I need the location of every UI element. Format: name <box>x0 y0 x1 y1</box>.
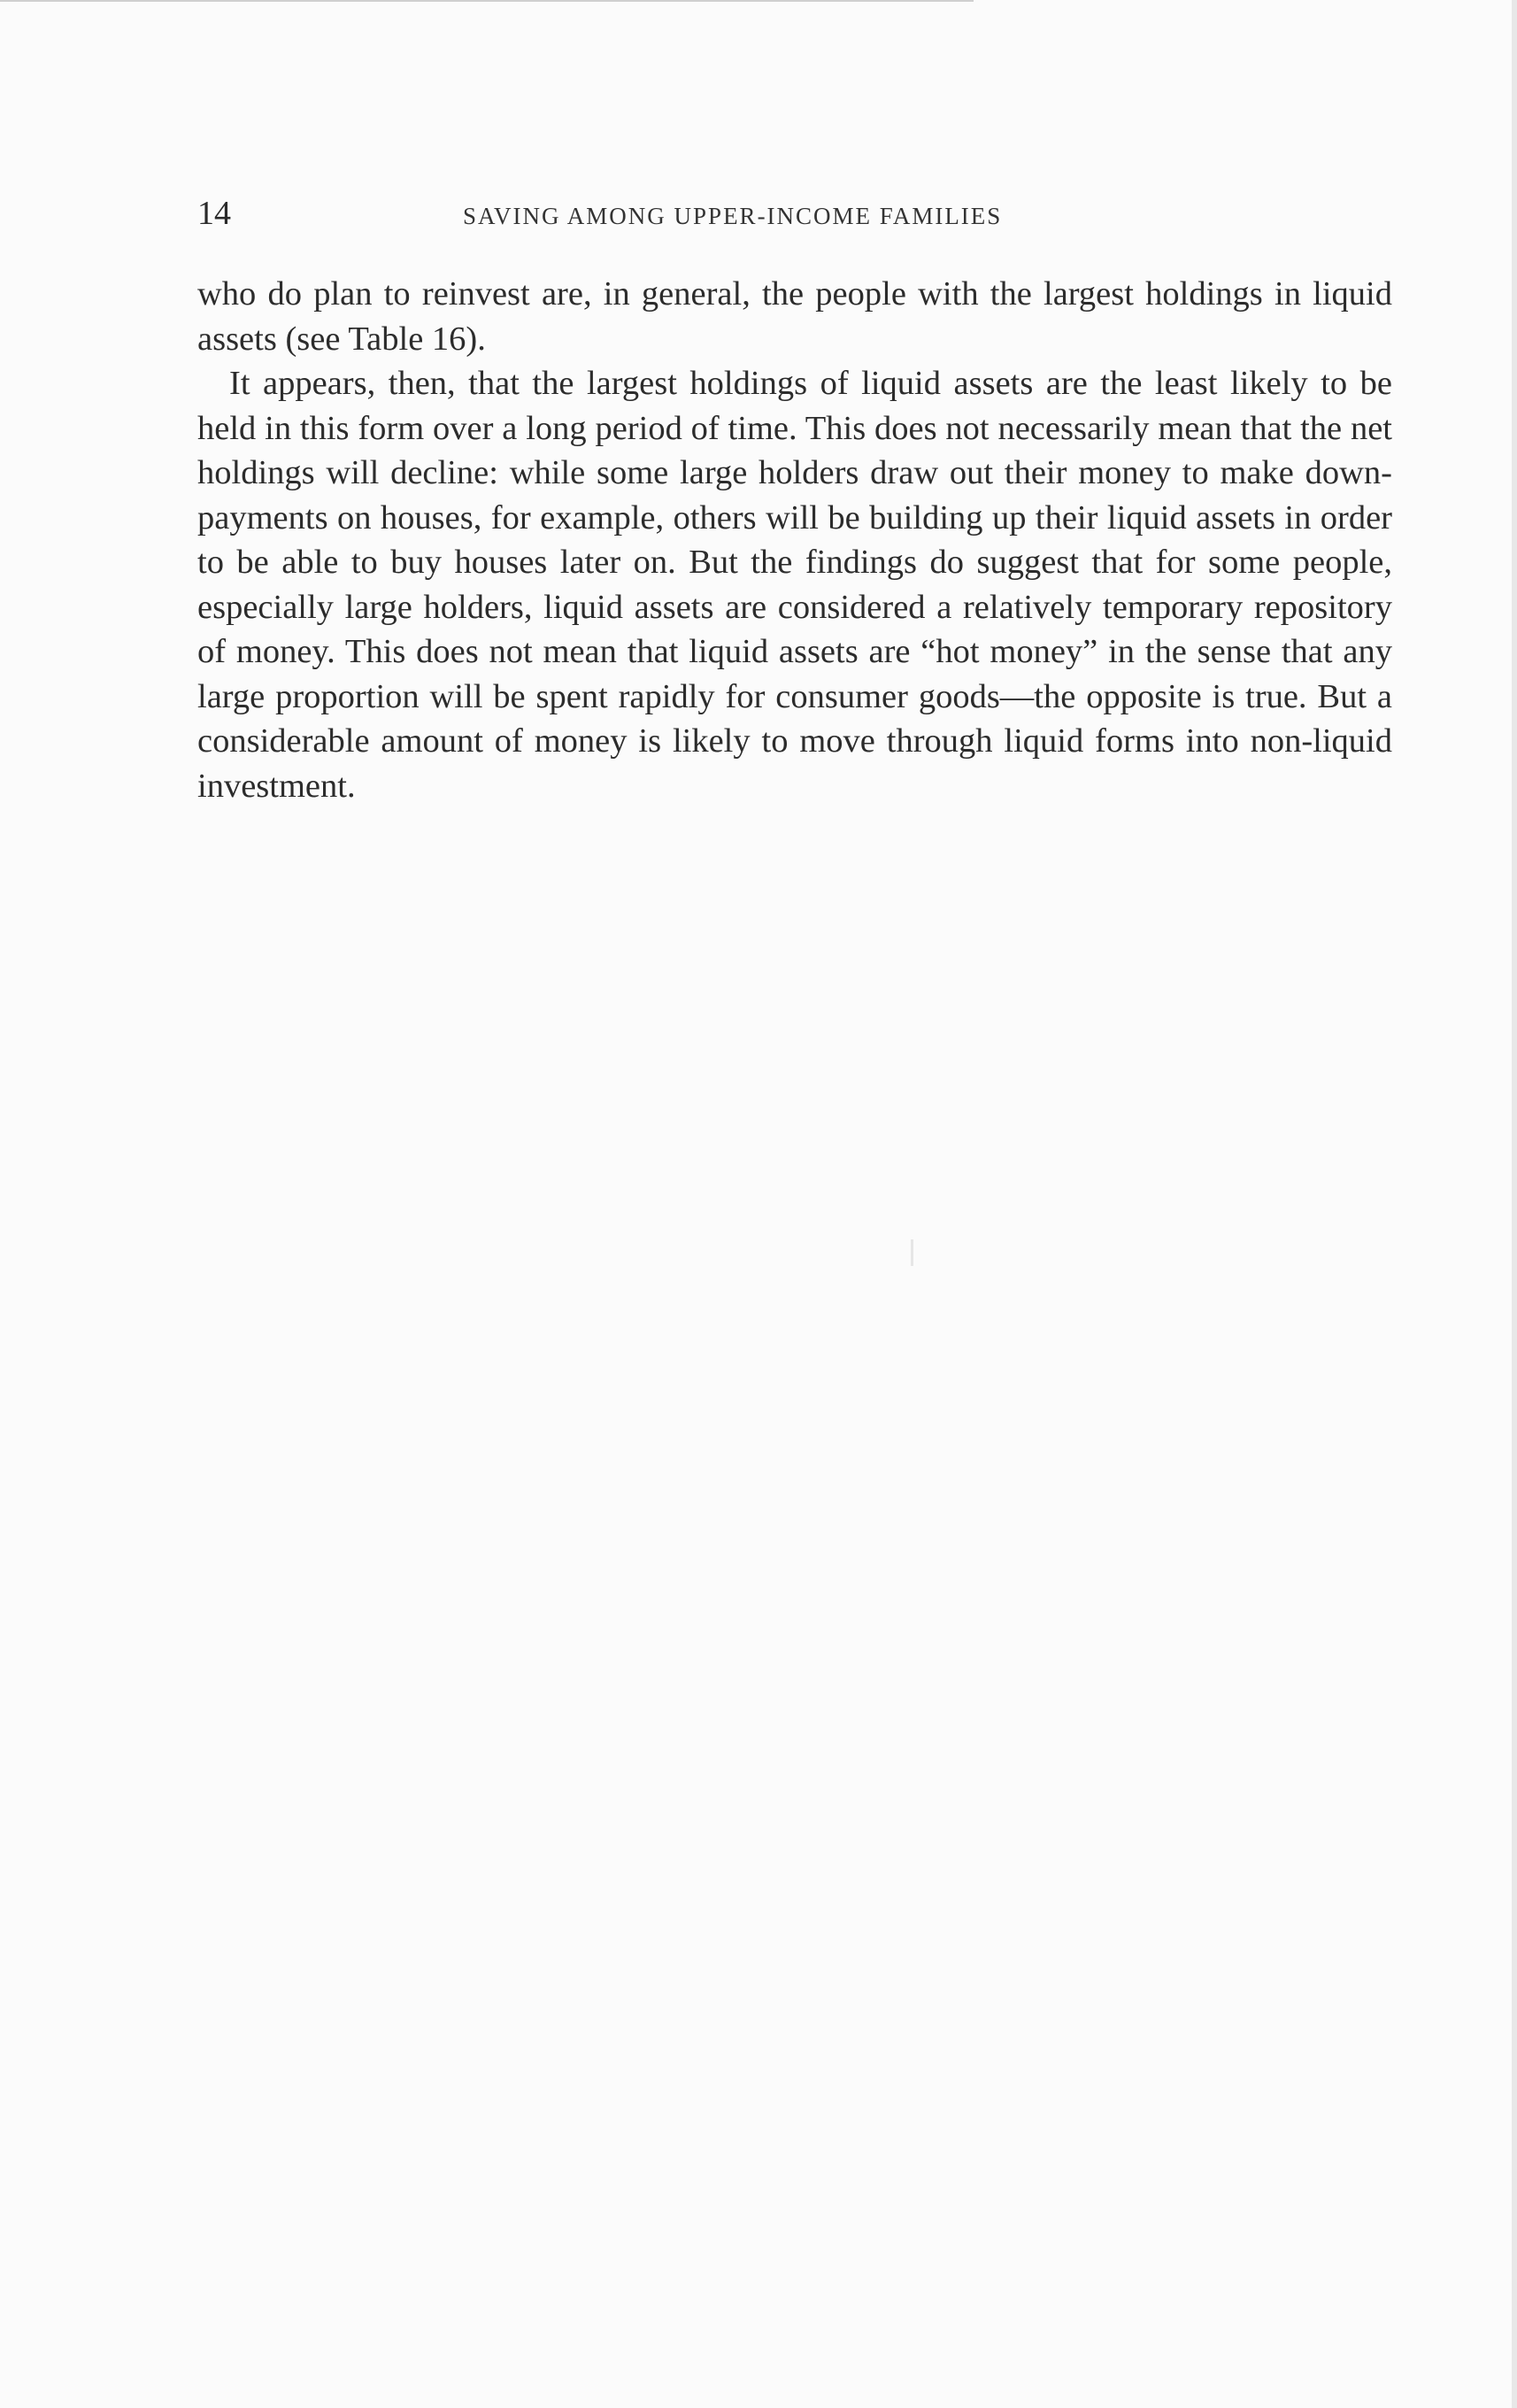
paragraph-liquid-assets: It appears, then, that the largest holdings of liquid assets are the least likely to be held in this form over a long period of time. This does not necessarily mean that the net holdings will decline: while some large holders draw out their money to make down-payments on houses, for example, others will be building up their liquid assets in order to be able to buy houses later on. But the findings do suggest that for some people, especially large holders, liquid assets are considered a relatively temporary repository of money. This does not mean that liquid assets are “hot money” in the sense that any large proportion will be spent rapidly for consumer goods—the opposite is true. But a considerable amount of money is likely to move through liquid forms into non-liquid investment. <box>197 365 1392 805</box>
top-edge-rule <box>0 0 974 2</box>
scan-mark <box>911 1239 913 1266</box>
running-title: SAVING AMONG UPPER-INCOME FAMILIES <box>463 203 1003 229</box>
page-number: 14 <box>197 195 231 232</box>
paragraph-continuation: who do plan to reinvest are, in general, the people with the largest holdings in liquid assets (see Table 16). <box>197 275 1392 358</box>
body-text <box>197 272 1392 808</box>
running-head <box>197 193 1392 234</box>
page-edge-shadow <box>1512 0 1517 2408</box>
